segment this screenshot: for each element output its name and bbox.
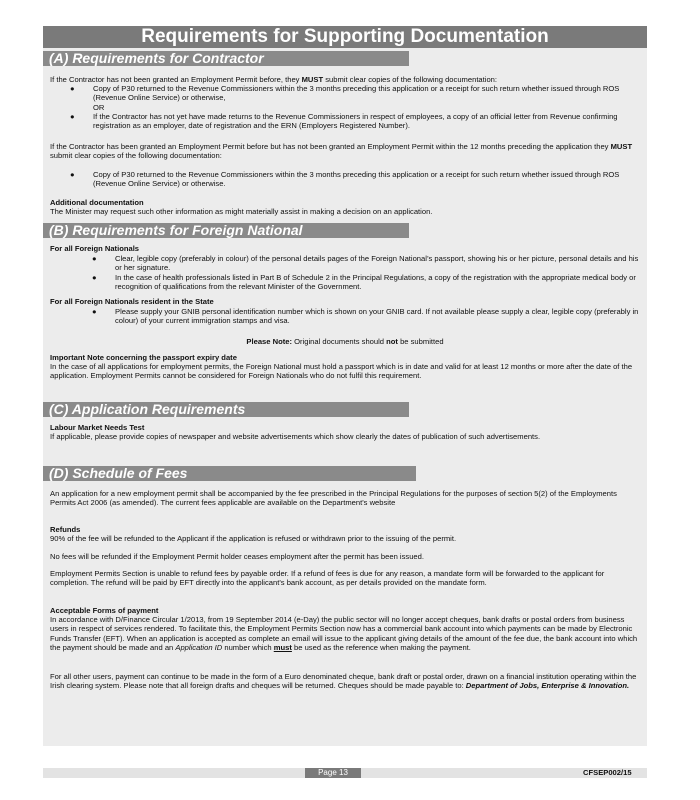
additional-doc-heading: Additional documentation bbox=[50, 198, 144, 207]
no-refund-text: No fees will be refunded if the Employment Permit holder ceases employment after the permit has been issued. bbox=[50, 552, 424, 561]
bullet-icon: ● bbox=[70, 112, 75, 121]
passport-heading: Important Note concerning the passport expiry date bbox=[50, 353, 237, 362]
section-a-para-2: If the Contractor has been granted an Employment Permit before but has not been granted an Employment Permit within the 12 months preceding the application they MUST submit clear copies of the following documentation: bbox=[50, 142, 633, 161]
section-a-heading: (A) Requirements for Contractor bbox=[43, 51, 409, 66]
all-foreign-nationals-heading: For all Foreign Nationals bbox=[50, 244, 140, 253]
section-a-intro: If the Contractor has not been granted an Employment Permit before, they MUST submit clear copies of the following documentation: bbox=[50, 75, 498, 84]
lmnt-heading: Labour Market Needs Test bbox=[50, 423, 145, 432]
other-users-text: For all other users, payment can continue to be made in the form of a Euro denominated cheque, bank draft or postal order, drawn on a financial institution operating within the Irish clearing system. Please note that all foreign drafts and cheques will be returned. Cheques should be made payable to: Department of Jobs, Enterprise & Innovation. bbox=[50, 672, 637, 691]
refunds-text: 90% of the fee will be refunded to the Applicant if the application is refused or withdrawn prior to the issuing of the permit. bbox=[50, 534, 457, 543]
bullet-icon: ● bbox=[92, 307, 97, 316]
section-c-heading: (C) Application Requirements bbox=[43, 402, 409, 417]
section-a-bullet-2: If the Contractor has not yet have made returns to the Revenue Commissioners in respect of employees, a copy of an official letter from Revenue confirming registration as an employer, date of registration and the ERN (Employers Registered Number). bbox=[93, 112, 618, 131]
additional-doc-text: The Minister may request such other information as might materially assist in making a decision on an application. bbox=[50, 207, 433, 216]
page-title: Requirements for Supporting Documentation bbox=[43, 26, 647, 48]
fees-intro: An application for a new employment permit shall be accompanied by the fee prescribed in the Principal Regulations for the purposes of section 5(2) of the Employments Permits Act 2006 (as amended). The current fees applicable are available on the Department's website bbox=[50, 489, 617, 508]
payment-forms-heading: Acceptable Forms of payment bbox=[50, 606, 159, 615]
payable-order-text: Employment Permits Section is unable to refund fees by payable order. If a refund of fees is due for any reason, a mandate form will be forwarded to the applicant for completion. The refund will be paid by EFT directly into the applicant's bank account, as per details provided on the mandate form. bbox=[50, 569, 605, 588]
bullet-icon: ● bbox=[70, 170, 75, 179]
bullet-icon: ● bbox=[92, 273, 97, 282]
section-b-bullet-2: In the case of health professionals listed in Part B of Schedule 2 in the Principal Regulations, a copy of the registration with the appropriate medical body or recognition of qualifications from the relevant Minister of the Government. bbox=[115, 273, 636, 292]
section-d-heading: (D) Schedule of Fees bbox=[43, 466, 416, 481]
refunds-heading: Refunds bbox=[50, 525, 81, 534]
section-a-bullet-1: Copy of P30 returned to the Revenue Commissioners within the 3 months preceding this application or a receipt for such return whether issued through ROS (Revenue Online Service) or otherwise, bbox=[93, 84, 620, 103]
passport-text: In the case of all applications for employment permits, the Foreign National must hold a passport which is in date and valid for at least 12 months or more after the date of the application. Employment Permits cannot be considered for Foreign Nationals who do not fulfil this requirement. bbox=[50, 362, 633, 381]
form-code: CFSEP002/15 bbox=[583, 768, 632, 777]
original-docs-note: Please Note: Original documents should not be submitted bbox=[246, 337, 444, 346]
page-number: Page 13 bbox=[305, 768, 361, 778]
section-b-heading: (B) Requirements for Foreign National bbox=[43, 223, 409, 238]
bullet-icon: ● bbox=[70, 84, 75, 93]
lmnt-text: If applicable, please provide copies of newspaper and website advertisements which show clearly the dates of publication of such advertisements. bbox=[50, 432, 541, 441]
section-a-bullet-3: Copy of P30 returned to the Revenue Commissioners within the 3 months preceding this application or a receipt for such return whether issued through ROS (Revenue Online Service) or otherwise. bbox=[93, 170, 620, 189]
section-b-bullet-1: Clear, legible copy (preferably in colour) of the personal details pages of the Foreign National’s passport, showing his or her picture, personal details and his or her signature. bbox=[115, 254, 639, 273]
section-a-or: OR bbox=[93, 103, 105, 112]
payment-forms-text: In accordance with D/Finance Circular 1/2013, from 19 September 2014 (e-Day) the public sector will no longer accept cheques, bank drafts or postal orders from business users in respect of services rendered. To facilitate this, the Employment Permits Section now has a commercial bank account into which payments can be made by Electronic Funds Transfer (EFT). When an application is accepted as complete an email will issue to the applicant giving details of the amount of the fee due, the bank account into which the payment should be made and an Application ID number which must be used as the reference when making the payment. bbox=[50, 615, 638, 652]
bullet-icon: ● bbox=[92, 254, 97, 263]
section-b-bullet-3: Please supply your GNIB personal identification number which is shown on your GNIB card. If not available please supply a clear, legible copy (preferably in colour) of your current immigration stamps and visa. bbox=[115, 307, 639, 326]
resident-heading: For all Foreign Nationals resident in the State bbox=[50, 297, 214, 306]
